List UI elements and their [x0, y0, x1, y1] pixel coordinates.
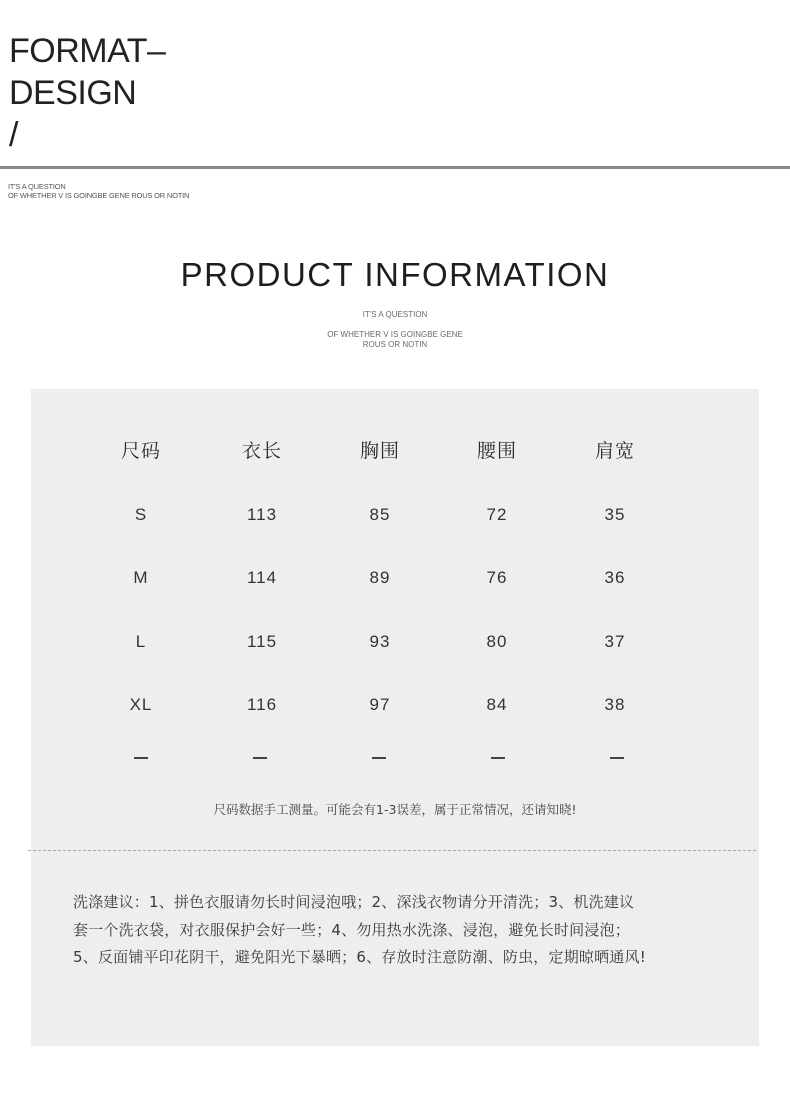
brand-line-2: DESIGN [9, 74, 137, 112]
tagline-left [8, 182, 189, 200]
brand-line-1: FORMAT– [9, 32, 166, 70]
section-subtitle-1: IT'S A QUESTION [362, 310, 428, 319]
table-cell: S [134, 505, 148, 524]
table-cell: 35 [604, 505, 626, 524]
dash-mark [610, 757, 624, 759]
dash-mark [491, 757, 505, 759]
table-cell: 114 [246, 568, 278, 587]
section-title: PRODUCT INFORMATION [180, 256, 610, 293]
table-cell: 89 [369, 568, 391, 587]
table-header-size: 尺码 [120, 440, 161, 462]
table-cell: 85 [369, 505, 391, 524]
table-cell: XL [129, 695, 153, 714]
wash-advice-line-3: 5、反面铺平印花阴干，避免阳光下暴晒；6、存放时注意防潮、防虫，定期晾晒通风! [73, 948, 646, 966]
table-cell: 84 [486, 695, 508, 714]
table-cell: 72 [486, 505, 508, 524]
table-cell: 116 [246, 695, 278, 714]
brand-line-3: / [9, 116, 18, 154]
table-cell: 115 [246, 632, 278, 651]
wash-advice-line-2: 套一个洗衣袋，对衣服保护会好一些；4、勿用热水洗涤、浸泡，避免长时间浸泡； [73, 921, 630, 939]
section-subtitle-2a: OF WHETHER V IS GOINGBE GENE [327, 330, 463, 339]
table-header-shoulder: 肩宽 [594, 440, 635, 462]
dash-mark [372, 757, 386, 759]
table-cell: 113 [246, 505, 278, 524]
wash-advice-line-1: 洗涤建议：1、拼色衣服请勿长时间浸泡哦；2、深浅衣物请分开清洗；3、机洗建议 [73, 893, 635, 911]
brand-logo-text [9, 30, 165, 156]
table-cell: 76 [486, 568, 508, 587]
tagline-left-line-2: OF WHETHER V IS GOINGBE GENE ROUS OR NOTIN [8, 191, 190, 200]
table-header-length: 衣长 [241, 440, 282, 462]
table-cell: 38 [604, 695, 626, 714]
table-cell: 80 [486, 632, 508, 651]
table-header-waist: 腰围 [476, 440, 517, 462]
table-cell: L [135, 632, 147, 651]
section-subtitle-2b: ROUS OR NOTIN [362, 340, 428, 349]
table-cell: M [133, 568, 149, 587]
dotted-divider [28, 850, 756, 851]
section-subtitle-2 [0, 330, 790, 350]
table-cell: 93 [369, 632, 391, 651]
header-divider [0, 166, 790, 169]
dash-mark [253, 757, 267, 759]
table-cell: 37 [604, 632, 626, 651]
measurement-note: 尺码数据手工测量。可能会有1-3误差，属于正常情况，还请知晓! [213, 802, 577, 817]
tagline-left-line-1: IT'S A QUESTION [8, 182, 66, 191]
table-cell: 36 [604, 568, 626, 587]
table-header-bust: 胸围 [359, 440, 400, 462]
dash-mark [134, 757, 148, 759]
table-cell: 97 [369, 695, 391, 714]
